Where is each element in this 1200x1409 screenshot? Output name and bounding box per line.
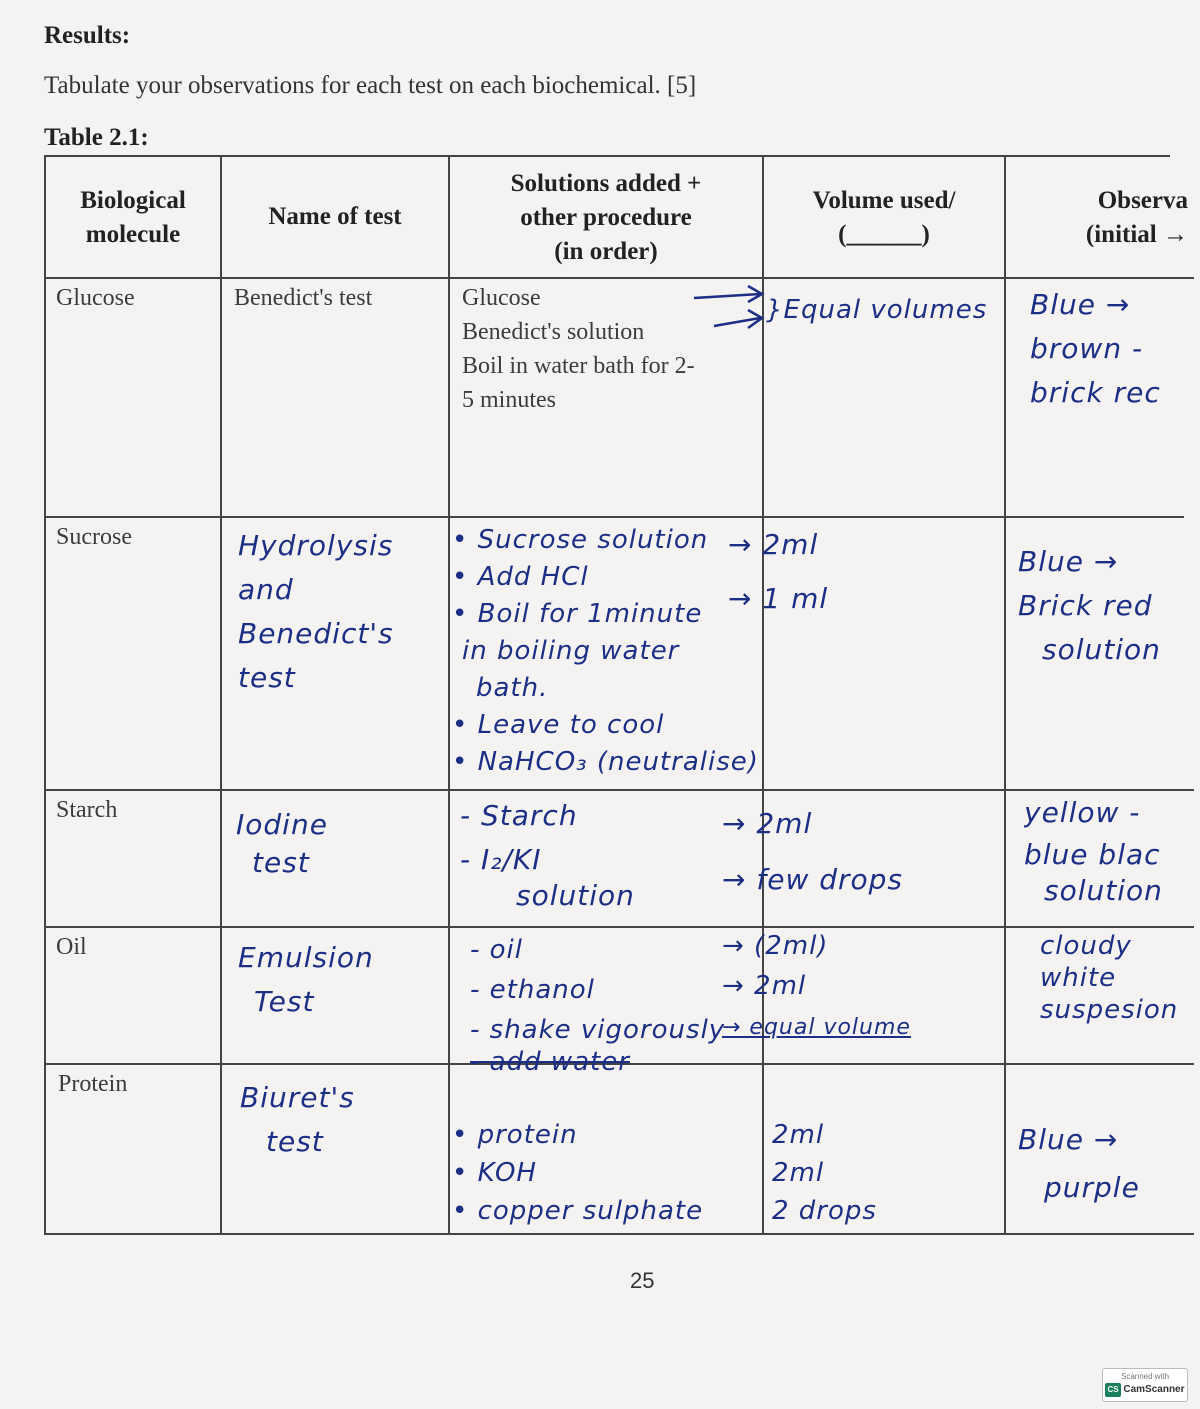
observation-cell — [1024, 792, 1194, 906]
molecule-cell: Oil — [56, 934, 87, 960]
cell-line: brick rec — [1030, 376, 1161, 409]
header-line: (______) — [838, 221, 930, 248]
cell-line: 2ml — [772, 1120, 825, 1150]
cell-line: purple — [1044, 1171, 1140, 1204]
cell-line: solution — [1042, 633, 1161, 666]
arrow-icon — [690, 280, 770, 340]
table-line — [44, 155, 46, 1235]
observation-cell — [1040, 930, 1196, 1026]
table-line — [44, 926, 1194, 928]
header-procedure — [450, 167, 762, 269]
cell-line: Emulsion — [238, 941, 374, 974]
cell-line: → few drops — [722, 863, 904, 896]
header-test — [222, 200, 448, 234]
cell-line: and — [238, 573, 294, 606]
table-line — [44, 155, 1170, 157]
scanner-name: CamScanner — [1123, 1384, 1185, 1395]
cell-line: Benedict's test — [234, 285, 373, 311]
observation-cell — [1018, 1116, 1194, 1212]
cell-line: → 2ml — [728, 528, 819, 561]
instruction-text: Tabulate your observations for each test on each biochemical. [5] — [44, 72, 697, 99]
cell-line: bath. — [476, 673, 549, 703]
cell-line: • NaHCO₃ (neutralise) — [452, 747, 759, 777]
cell-line: blue blac — [1024, 838, 1161, 871]
camscanner-logo-icon: CS — [1105, 1383, 1120, 1397]
cell-line: • Boil for 1minute — [452, 599, 703, 629]
procedure-cell — [452, 1116, 703, 1230]
cell-line: 2 drops — [772, 1196, 877, 1226]
molecule-cell: Protein — [58, 1071, 128, 1097]
cell-line: - shake vigorously — [470, 1015, 726, 1045]
header-line: (initial → — [1085, 221, 1188, 248]
cell-line: - add water — [470, 1047, 630, 1077]
cell-line: - oil — [470, 935, 524, 965]
header-line: (in order) — [554, 238, 658, 265]
procedure-cell — [460, 794, 635, 910]
table-line — [1004, 155, 1006, 1235]
test-cell — [240, 1076, 355, 1164]
header-line: Volume used/ — [812, 187, 956, 214]
header-line: molecule — [85, 221, 181, 248]
cell-line: → 1 ml — [728, 582, 829, 615]
cell-line: Boil in water bath for 2- — [462, 353, 695, 379]
cell-line: 5 minutes — [462, 387, 556, 413]
cell-line: → (2ml) — [722, 931, 829, 961]
cell-line: • Leave to cool — [452, 710, 665, 740]
cell-line: Blue → — [1018, 1123, 1119, 1156]
page-number: 25 — [630, 1268, 655, 1293]
cell-line: • copper sulphate — [452, 1196, 704, 1226]
cell-line: Benedict's solution — [462, 319, 645, 345]
header-line: Biological — [80, 187, 186, 214]
table-label: Table 2.1: — [44, 124, 149, 151]
cell-line: • Add HCl — [452, 562, 589, 592]
cell-line: suspesion — [1040, 995, 1179, 1025]
cell-line: • Sucrose solution — [452, 525, 709, 555]
cell-line: cloudy — [1040, 931, 1132, 961]
cell-line: → 2ml — [722, 971, 807, 1001]
cell-line: solution — [1044, 874, 1163, 906]
cell-line: → 2ml — [722, 807, 813, 840]
cell-line: Hydrolysis — [238, 529, 394, 562]
cell-line: test — [252, 846, 310, 879]
test-cell — [234, 281, 372, 315]
test-cell — [238, 524, 394, 700]
volume-cell — [728, 518, 828, 626]
header-line: Observa — [1097, 187, 1188, 214]
cell-line: Brick red — [1018, 589, 1153, 622]
procedure-cell — [470, 930, 726, 1077]
cell-line: }Equal volumes — [766, 295, 988, 325]
table-line — [220, 155, 222, 1235]
cell-line: test — [266, 1125, 324, 1158]
cell-line: Iodine — [236, 808, 328, 841]
cell-line: brown - — [1030, 332, 1144, 365]
cell-line: Test — [254, 985, 315, 1018]
scanner-caption: Scanned with — [1120, 1372, 1170, 1381]
volume-cell — [772, 1116, 877, 1230]
cell-line: • KOH — [452, 1158, 537, 1188]
cell-line: - I₂/KI — [460, 843, 542, 876]
scanner-brand — [1103, 1383, 1187, 1397]
procedure-cell — [462, 281, 695, 417]
cell-line: solution — [516, 879, 635, 912]
volume-cell — [722, 926, 911, 1050]
header-line: other procedure — [520, 204, 692, 231]
camscanner-watermark — [1102, 1368, 1188, 1402]
volume-cell — [722, 796, 903, 908]
table-line — [44, 277, 1194, 279]
header-line: Solutions added + — [510, 170, 702, 197]
cell-line: 2ml — [772, 1158, 825, 1188]
molecule-cell: Starch — [56, 797, 118, 823]
cell-line: • protein — [452, 1120, 578, 1150]
volume-cell — [766, 290, 987, 330]
header-line: Name of test — [268, 203, 402, 230]
table-line — [448, 155, 450, 1235]
cell-line: white — [1040, 963, 1117, 993]
cell-line: → equal volume — [722, 1015, 911, 1040]
cell-line: - ethanol — [470, 975, 595, 1005]
results-label: Results: — [44, 22, 131, 49]
cell-line: Blue → — [1018, 545, 1119, 578]
table-line — [44, 516, 1184, 518]
table-line — [44, 1233, 1194, 1235]
cell-line: test — [238, 661, 296, 694]
header-volume — [764, 184, 1004, 252]
observation-cell — [1018, 540, 1194, 672]
table-line — [44, 789, 1194, 791]
procedure-cell — [452, 522, 759, 781]
cell-line: in boiling water — [462, 636, 680, 666]
test-cell — [238, 936, 374, 1024]
cell-line: Blue → — [1030, 288, 1131, 321]
header-molecule — [46, 184, 220, 252]
test-cell — [236, 806, 328, 882]
molecule-cell: Glucose — [56, 285, 135, 311]
cell-line: - Starch — [460, 799, 578, 832]
cell-line: Biuret's — [240, 1081, 355, 1114]
cell-line: Glucose — [462, 285, 541, 311]
header-observation — [1006, 184, 1192, 252]
cell-line: Benedict's — [238, 617, 394, 650]
cell-line: yellow - — [1024, 796, 1141, 829]
observation-cell — [1030, 283, 1196, 415]
molecule-cell: Sucrose — [56, 524, 132, 550]
